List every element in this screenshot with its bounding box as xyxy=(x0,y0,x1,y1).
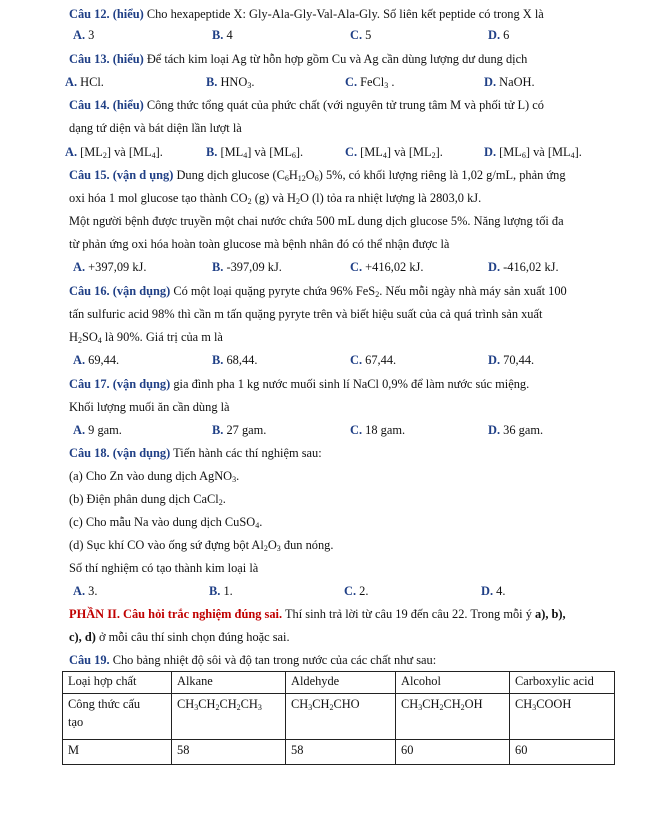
question-17-stem: Câu 17. (vận dụng) gia đình pha 1 kg nước muối sinh lí NaCl 0,9% để làm nước súc miệng. xyxy=(69,377,530,391)
table-cell: 58 xyxy=(286,740,396,765)
question-18-stem: Câu 18. (vận dụng) Tiến hành các thí nghiệm sau: xyxy=(69,446,322,460)
formula-cell: $CH_3CH_2CHO$ xyxy=(286,694,396,740)
q18-option-c: C. 2. xyxy=(344,584,369,598)
q12-option-b: B. 4 xyxy=(212,28,233,42)
table-cell: 60 xyxy=(510,740,615,765)
q14-option-b: B. $[ML_4]$ và $[ML_6]$. xyxy=(206,145,304,160)
question-14-stem-line2: dạng tứ diện và bát diện lần lượt là xyxy=(69,121,242,135)
q15-option-a: A. +397,09 kJ. xyxy=(73,260,147,274)
question-14-stem: Câu 14. (hiểu) Công thức tổng quát của phức chất (với nguyên tử trung tâm M và phối tử L) có xyxy=(69,98,544,112)
q13-option-a: A. HCl. xyxy=(65,75,104,89)
q13-option-c: C. FeCl$_3$ . xyxy=(345,75,395,90)
q17-option-c: C. 18 gam. xyxy=(350,423,406,437)
q12-option-c: C. 5 xyxy=(350,28,372,42)
q17-option-b: B. 27 gam. xyxy=(212,423,267,437)
q18-ask: Số thí nghiệm có tạo thành kim loại là xyxy=(69,561,259,575)
q17-option-a: A. 9 gam. xyxy=(73,423,122,437)
q15-option-c: C. +416,02 kJ. xyxy=(350,260,424,274)
q14-option-c: C. $[ML_4]$ và $[ML_2]$. xyxy=(345,145,443,160)
formula-cell: $CH_3COOH$ xyxy=(510,694,615,740)
boiling-point-table xyxy=(62,671,615,765)
table-row xyxy=(63,694,615,740)
header-cell: Loại hợp chất xyxy=(63,672,172,694)
row-label-cell: Công thức cấu tạo xyxy=(63,694,172,740)
q18-option-d: D. 4. xyxy=(481,584,506,598)
table-row xyxy=(63,672,615,694)
header-cell: Alcohol xyxy=(396,672,510,694)
formula-cell: $CH_3CH_2CH_2OH$ xyxy=(396,694,510,740)
question-12-stem: Câu 12. (hiểu) Cho hexapeptide X: Gly-Ala-Gly-Val-Ala-Gly. Số liên kết peptide có trong X là xyxy=(69,7,544,21)
q18-experiment-a: (a) Cho Zn vào dung dịch AgNO$_3$. xyxy=(69,469,240,484)
q16-option-c: C. 67,44. xyxy=(350,353,397,367)
q18-experiment-b: (b) Điện phân dung dịch CaCl$_2$. xyxy=(69,492,226,507)
header-cell: Aldehyde xyxy=(286,672,396,694)
q14-option-a: A. $[ML_2]$ và $[ML_4]$. xyxy=(65,145,163,160)
question-16-line3: $H_2SO_4$ là 90%. Giá trị của m là xyxy=(69,330,223,345)
q18-experiment-d: (d) Sục khí CO vào ống sứ đựng bột $Al_2O_3$ đun nóng. xyxy=(69,538,334,553)
q13-option-b: B. $HNO_3$. xyxy=(206,75,255,90)
q18-option-a: A. 3. xyxy=(73,584,98,598)
header-cell: Alkane xyxy=(172,672,286,694)
q18-option-b: B. 1. xyxy=(209,584,233,598)
q16-option-a: A. 69,44. xyxy=(73,353,120,367)
question-15-stem: Câu 15. (vận d ụng) Dung dịch glucose $(C_6H_{12}O_6)$ 5%, có khối lượng riêng là 1,02 g/mL, phản ứng xyxy=(69,168,566,183)
q16-option-b: B. 68,44. xyxy=(212,353,258,367)
question-15-line3: Một người bệnh được truyền một chai nước chứa 500 mL dung dịch glucose 5%. Năng lượng tối đa xyxy=(69,214,564,228)
q16-option-d: D. 70,44. xyxy=(488,353,535,367)
q17-option-d: D. 36 gam. xyxy=(488,423,544,437)
question-16-line2: tấn sulfuric acid 98% thì cần m tấn quặng pyryte trên và biết hiệu suất của cả quá trình sản xuất xyxy=(69,307,543,321)
q12-option-a: A. 3 xyxy=(73,28,95,42)
question-16-stem: Câu 16. (vận dụng) Có một loại quặng pyryte chứa 96% FeS$_2$. Nếu mỗi ngày nhà máy sản xuất 100 xyxy=(69,284,567,299)
q18-experiment-c: (c) Cho mẫu Na vào dung dịch CuSO$_4$. xyxy=(69,515,263,530)
question-19-stem: Câu 19. Cho bảng nhiệt độ sôi và độ tan trong nước của các chất như sau: xyxy=(69,653,437,667)
question-13-stem: Câu 13. (hiểu) Để tách kim loại Ag từ hỗn hợp gồm Cu và Ag cần dùng lượng dư dung dịch xyxy=(69,52,528,66)
table-cell: 60 xyxy=(396,740,510,765)
question-15-line4: từ phản ứng oxi hóa hoàn toàn glucose mà bệnh nhân đó có thể nhận được là xyxy=(69,237,450,251)
q12-option-d: D. 6 xyxy=(488,28,510,42)
q15-option-d: D. -416,02 kJ. xyxy=(488,260,559,274)
q13-option-d: D. NaOH. xyxy=(484,75,535,89)
question-15-line2: oxi hóa 1 mol glucose tạo thành $CO_2$ (g) và $H_2O$ (l) tỏa ra nhiệt lượng là 2803,0 kJ. xyxy=(69,191,482,206)
q15-option-b: B. -397,09 kJ. xyxy=(212,260,282,274)
part-2-line2: c), d) ở mỗi câu thí sinh chọn đúng hoặc sai. xyxy=(69,630,290,644)
header-cell: Carboxylic acid xyxy=(510,672,615,694)
table-row xyxy=(63,740,615,765)
formula-cell: $CH_3CH_2CH_2CH_3$ xyxy=(172,694,286,740)
q14-option-d: D. $[ML_6]$ và $[ML_4]$. xyxy=(484,145,582,160)
part-2-heading: PHẦN II. Câu hỏi trắc nghiệm đúng sai. Thí sinh trả lời từ câu 19 đến câu 22. Trong mỗi ý a), b), xyxy=(69,607,566,621)
table-cell: M xyxy=(63,740,172,765)
table-cell: 58 xyxy=(172,740,286,765)
question-17-line2: Khối lượng muối ăn cần dùng là xyxy=(69,400,230,414)
